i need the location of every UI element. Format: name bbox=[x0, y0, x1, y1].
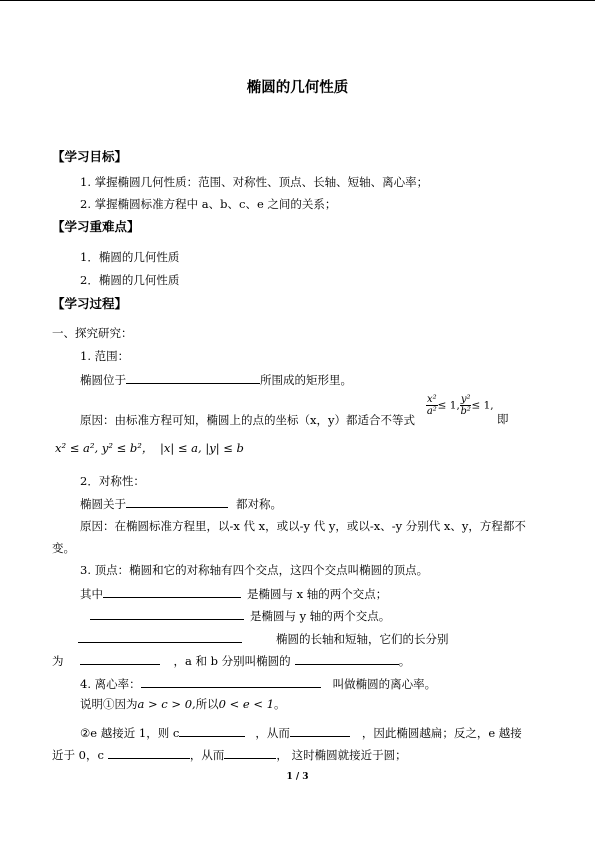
blank-c-0[interactable] bbox=[108, 746, 190, 759]
top-rule bbox=[0, 0, 595, 1]
ellipse-inequality: $\frac{\text{x²}}{\text{a²}}$ ≤ 1, $\frac{\text{y²}}{\text{b²}}$ ≤ 1, bbox=[426, 394, 494, 417]
range-line bbox=[80, 371, 352, 388]
axis-length-line bbox=[52, 652, 410, 669]
e-close-0-a: 近于 0，c bbox=[52, 748, 104, 762]
range-text-a: 椭圆位于 bbox=[80, 373, 126, 387]
section-heading-goals: 【学习目标】 bbox=[52, 149, 128, 164]
symmetry-reason-cont: 变。 bbox=[52, 541, 75, 555]
note-math-2: 0 < e < 1 bbox=[218, 697, 275, 711]
keypoint-item-1: 1．椭圆的几何性质 bbox=[80, 250, 180, 264]
page-number: 1 / 3 bbox=[286, 772, 309, 782]
e-close-1-a: ②e 越接近 1，则 c bbox=[80, 726, 180, 740]
e-close-1-line bbox=[80, 724, 522, 741]
axis2-mid: ，a 和 b 分别叫椭圆的 bbox=[173, 654, 291, 668]
axis2-end: 。 bbox=[398, 654, 411, 668]
note-text-c: 。 bbox=[274, 697, 286, 711]
e-close-1-b: ，从而 bbox=[255, 726, 290, 740]
section-heading-keypoints: 【学习重难点】 bbox=[52, 219, 140, 234]
symmetry-reason: 原因：在椭圆标准方程里，以-x 代 x，或以-y 代 y，或以-x、-y 分别代 x、y，方程都不 bbox=[80, 519, 526, 533]
blank-eccentricity[interactable] bbox=[141, 675, 321, 688]
e-close-0-line bbox=[52, 746, 407, 763]
note-text-b: 所以 bbox=[195, 697, 219, 711]
blank-b-1[interactable] bbox=[290, 724, 350, 737]
goal-item-1: 1. 掌握椭圆几何性质：范围、对称性、顶点、长轴、短轴、离心率； bbox=[80, 175, 429, 189]
axis-post: 椭圆的长轴和短轴，它们的长分别 bbox=[276, 632, 449, 646]
note-text-a: 说明①因为 bbox=[80, 697, 138, 711]
axis-line bbox=[78, 630, 449, 647]
blank-vertex-x[interactable] bbox=[103, 585, 241, 598]
page-title: 椭圆的几何性质 bbox=[246, 80, 349, 96]
e-close-0-b: ，从而 bbox=[189, 748, 225, 762]
vertex-y-post: 是椭圆与 y 轴的两个交点。 bbox=[250, 609, 391, 623]
blank-vertex-y[interactable] bbox=[90, 607, 244, 620]
vertex-text: 3. 顶点：椭圆和它的对称轴有四个交点，这四个交点叫椭圆的顶点。 bbox=[80, 563, 429, 577]
section-heading-process: 【学习过程】 bbox=[52, 296, 128, 311]
eccentricity-label: 4. 离心率： bbox=[80, 677, 141, 691]
blank-axis[interactable] bbox=[78, 630, 242, 643]
vertex-x-post: 是椭圆与 x 轴的两个交点； bbox=[247, 587, 388, 601]
reason1-tail: 即 bbox=[497, 412, 509, 426]
note-line bbox=[80, 696, 286, 712]
inequality-abs: |x| ≤ a, |y| ≤ b bbox=[160, 441, 244, 455]
e-close-1-c: ，因此椭圆越扁；反之，e 越接 bbox=[361, 726, 522, 740]
fraction-x: $\frac{\text{x²}}{\text{a²}}$ bbox=[426, 394, 437, 417]
symmetry-title: 2．对称性： bbox=[80, 474, 145, 488]
blank-symmetry[interactable] bbox=[126, 495, 228, 508]
range-title: 1. 范围： bbox=[80, 349, 130, 363]
eccentricity-text: 叫做椭圆的离心率。 bbox=[332, 677, 437, 691]
vertex-x-line bbox=[80, 585, 387, 602]
inequality-squares: x² ≤ a², y² ≤ b²， bbox=[55, 441, 154, 455]
symmetry-line bbox=[80, 495, 282, 512]
symmetry-text-a: 椭圆关于 bbox=[80, 497, 126, 511]
e-close-0-c: ， 这时椭圆就接近于圆； bbox=[276, 748, 407, 762]
vertex-y-line bbox=[90, 607, 390, 624]
blank-axis-lengths[interactable] bbox=[80, 652, 160, 665]
part-heading: 一、探究研究： bbox=[52, 326, 133, 340]
blank-axis-names[interactable] bbox=[295, 652, 399, 665]
symmetry-text-b: 都对称。 bbox=[236, 497, 282, 511]
fraction-y: $\frac{\text{y²}}{\text{b²}}$ bbox=[460, 394, 471, 417]
goal-item-2: 2. 掌握椭圆标准方程中 a、b、c、e 之间的关系； bbox=[80, 197, 337, 211]
blank-range[interactable] bbox=[126, 371, 260, 384]
blank-c-1[interactable] bbox=[179, 724, 245, 737]
vertex-x-pre: 其中 bbox=[80, 587, 103, 601]
range-text-b: 所围成的矩形里。 bbox=[260, 373, 352, 387]
reason1-text: 原因：由标准方程可知，椭圆上的点的坐标（x，y）都适合不等式 bbox=[80, 413, 415, 427]
note-math-1: a > c > 0, bbox=[137, 697, 196, 711]
blank-b-0[interactable] bbox=[224, 746, 276, 759]
eccentricity-line bbox=[80, 675, 436, 692]
axis2-pre: 为 bbox=[52, 654, 64, 668]
keypoint-item-2: 2．椭圆的几何性质 bbox=[80, 273, 180, 287]
